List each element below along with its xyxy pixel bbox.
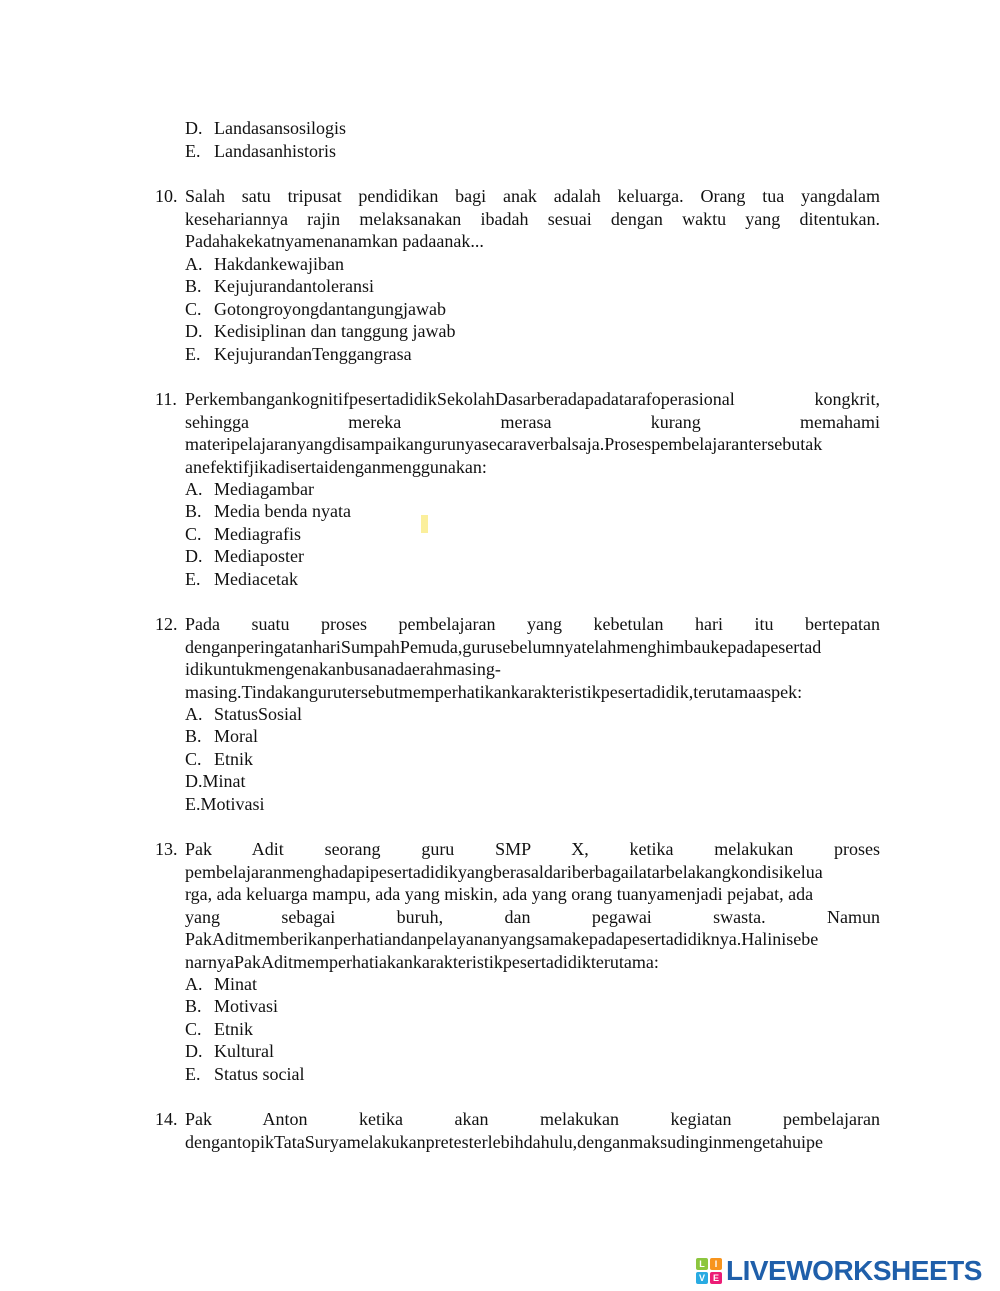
q10-option-a: A. Hakdankewajiban	[185, 254, 344, 274]
q12-option-b: B. Moral	[185, 726, 258, 746]
question-text: Salah satu tripusat pendidikan bagi anak adalah keluarga. Orang tua yangdalam kesehariannya rajin melaksanakan ibadah sesuai dengan waktu yang ditentukan. Padahakekatnyamenanamkan padaanak...	[185, 186, 880, 251]
liveworksheets-logo-icon	[696, 1258, 722, 1284]
q12-option-a: A. StatusSosial	[185, 704, 303, 724]
question-number: 12.	[155, 614, 178, 634]
q9-option-d: D. Landasansosilogis	[185, 118, 346, 138]
q10-option-b: B. Kejujurandantoleransi	[185, 276, 374, 296]
answer-input-marker[interactable]	[421, 515, 428, 533]
q11-option-a: A. Mediagambar	[185, 479, 314, 499]
liveworksheets-logo	[696, 1255, 982, 1287]
liveworksheets-logo-text: LIVEWORKSHEETS	[726, 1255, 982, 1286]
q12-option-c: C. Etnik	[185, 749, 253, 769]
q13-option-e: E. Status social	[185, 1064, 305, 1084]
q11-option-e: E. Mediacetak	[185, 569, 298, 589]
svg-text:L: L	[699, 1259, 705, 1269]
question-text: PerkembangankognitifpesertadidikSekolahDasarberadapadatarafoperasional kongkrit, sehingga mereka merasa kurang memahami materipelajaranyangdisampaikangurunyasecaraverbalsaja.Prosespembelajarantersebutak anefektifjikadisertaidenganmenggunakan:	[185, 389, 880, 477]
question-number: 13.	[155, 839, 178, 859]
q11-option-c: C. Mediagrafis	[185, 524, 301, 544]
q12-option-e: E.Motivasi	[185, 794, 265, 814]
q13-option-d: D. Kultural	[185, 1041, 274, 1061]
svg-text:V: V	[698, 1273, 706, 1283]
q10-option-c: C. Gotongroyongdantangungjawab	[185, 299, 446, 319]
question-number: 11.	[155, 389, 177, 409]
q13-option-b: B. Motivasi	[185, 996, 279, 1016]
q11-option-b: B. Media benda nyata	[185, 501, 351, 521]
svg-text:I: I	[714, 1259, 718, 1269]
q13-option-c: C. Etnik	[185, 1019, 253, 1039]
q10-option-d: D. Kedisiplinan dan tanggung jawab	[185, 321, 456, 341]
q9-option-e: E. Landasanhistoris	[185, 141, 336, 161]
q11-option-d: D. Mediaposter	[185, 546, 304, 566]
q10-option-e: E. KejujurandanTenggangrasa	[185, 344, 412, 364]
question-number: 10.	[155, 186, 178, 206]
q13-option-a: A. Minat	[185, 974, 257, 994]
question-text: Pak Anton ketika akan melakukan kegiatan pembelajaran dengantopikTataSuryamelakukanpretesterlebihdahulu,denganmaksudinginmengetahuipe	[185, 1109, 880, 1152]
question-text: Pak Adit seorang guru SMP X, ketika melakukan proses pembelajaranmenghadapipesertadidikyangberasaldariberbagailatarbelakangkondisikelua rga, ada keluarga mampu, ada yang miskin, ada yang orang tuanyamenjadi pejabat, ada yang sebagai buruh, dan pegawai swasta. Namun PakAditmemberikanperhatiandanpelayananyangsamakepadapesertadidiknya.Halinisebe narnyaPakAditmemperhatiakankarakteristikpesertadidikterutama:	[185, 839, 880, 972]
question-number: 14.	[155, 1109, 178, 1129]
question-text: Pada suatu proses pembelajaran yang kebetulan hari itu bertepatan denganperingatanhariSumpahPemuda,gurusebelumnyatelahmenghimbaukepadapesertad idikuntukmengenakanbusanadaerahmasing- masing.Tindakangurutersebutmemperhatikankarakteristikpesertadidik,terutamaaspek:	[185, 614, 880, 702]
q12-option-d: D.Minat	[185, 771, 246, 791]
svg-text:E: E	[712, 1273, 720, 1283]
